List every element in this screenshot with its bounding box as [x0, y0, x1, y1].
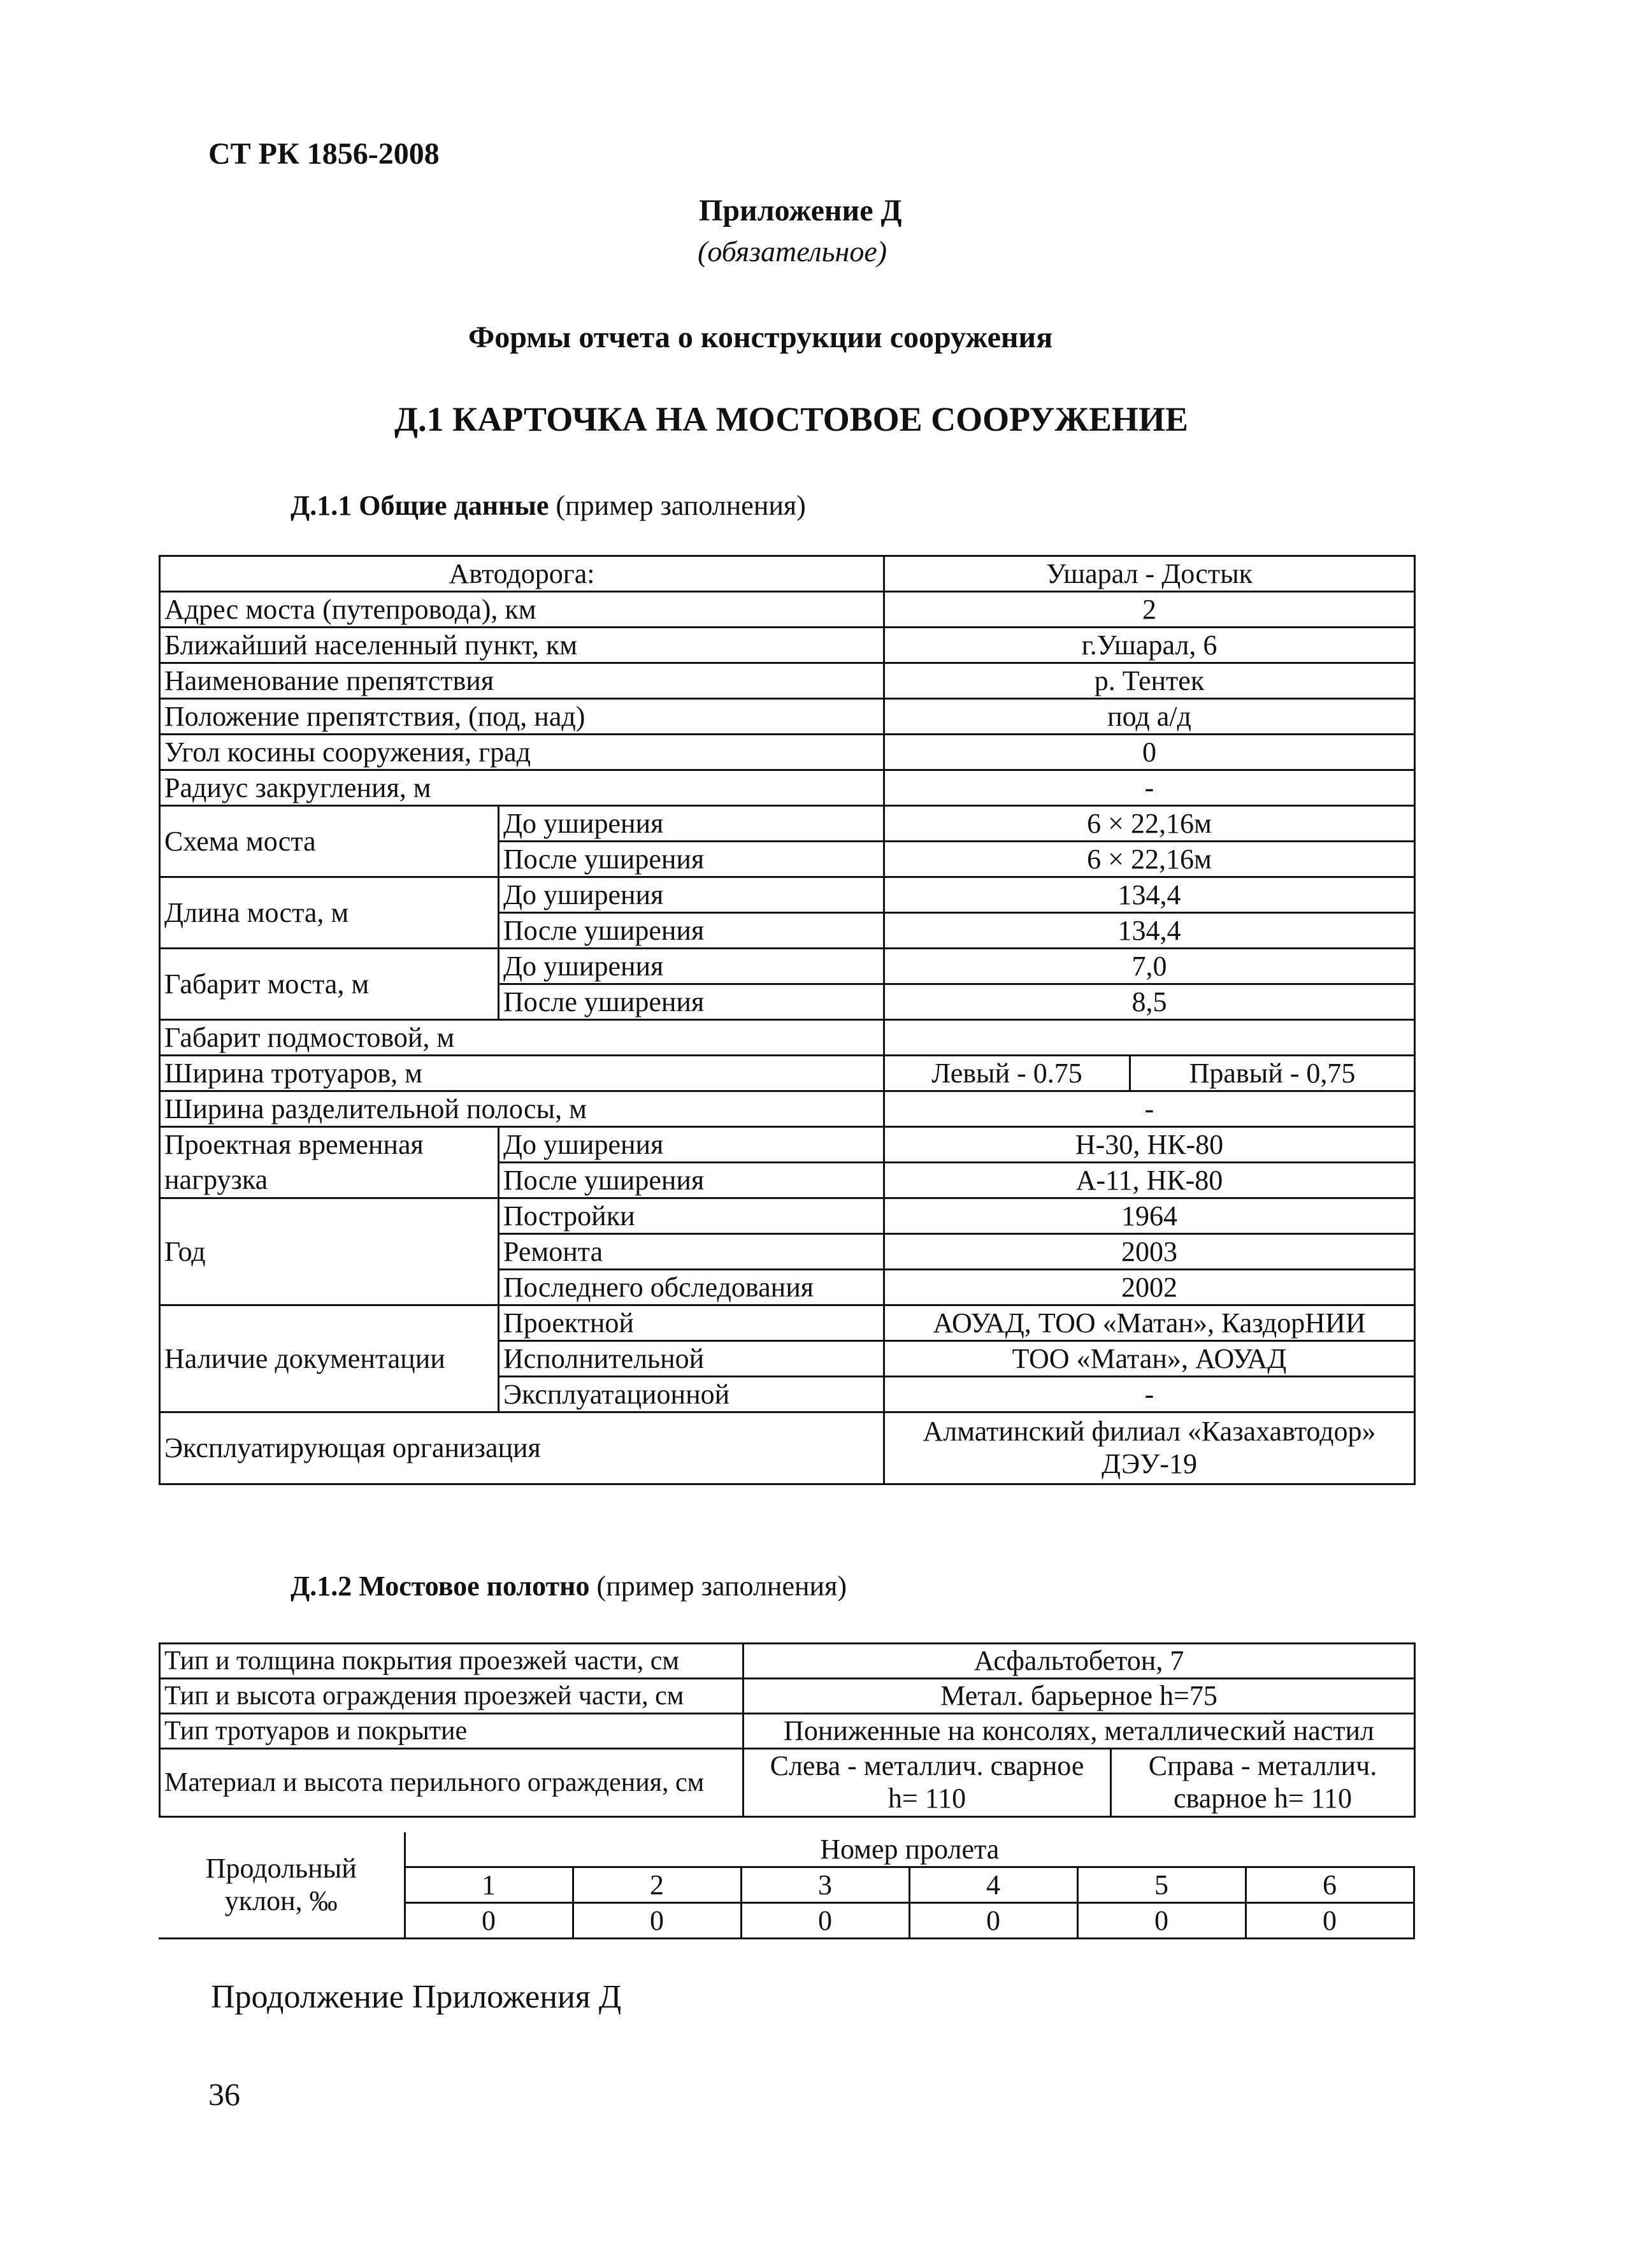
table-row: [160, 770, 1415, 806]
table-row: [160, 1091, 1415, 1127]
load-label-1: Проектная временная: [160, 1127, 499, 1163]
section2-number: Д.1.2 Мостовое полотно: [291, 1570, 590, 1602]
railing-left: [743, 1749, 1111, 1817]
length-before-value: 134,4: [884, 877, 1415, 913]
railing-left-line-2: h= 110: [887, 1783, 966, 1814]
year-survey-label: Последнего обследования: [499, 1270, 884, 1305]
general-data-table: [159, 555, 1416, 1485]
row-label: Тип и толщина покрытия проезжей части, см: [160, 1644, 743, 1679]
table-row: [160, 1163, 1415, 1198]
year-survey-value: 2002: [884, 1270, 1415, 1305]
slope-value: 0: [573, 1903, 741, 1939]
gabarit-before-value: 7,0: [884, 949, 1415, 984]
scheme-after-label: После уширения: [499, 842, 884, 877]
row-label: Тип и высота ограждения проезжей части, см: [160, 1679, 743, 1714]
slope-value: 0: [909, 1903, 1077, 1939]
row-label: Радиус закругления, м: [160, 770, 884, 806]
load-after-value: А-11, НК-80: [884, 1163, 1415, 1198]
section1-number: Д.1.1 Общие данные: [291, 490, 549, 521]
bridge-deck-table: [159, 1642, 1416, 1818]
slope-value: 0: [405, 1903, 573, 1939]
row-value: под а/д: [884, 699, 1415, 735]
table-row: [160, 1127, 1415, 1163]
railing-label: Материал и высота перильного ограждения, см: [160, 1749, 743, 1817]
row-value: р. Тентек: [884, 663, 1415, 699]
road-value: Ушарал - Достык: [884, 556, 1415, 592]
docs-exec-value: ТОО «Матан», АОУАД: [884, 1341, 1415, 1377]
slope-value: 0: [1077, 1903, 1246, 1939]
year-label: Год: [160, 1198, 499, 1305]
table-row: [160, 1198, 1415, 1234]
load-after-label: После уширения: [499, 1163, 884, 1198]
span-header: Номер пролета: [405, 1832, 1414, 1867]
row-value: 2: [884, 592, 1415, 628]
table-row: [160, 1020, 1415, 1056]
span-number: 3: [741, 1867, 909, 1903]
load-before-label: До уширения: [499, 1127, 884, 1163]
divider-value: -: [884, 1091, 1415, 1127]
operator-label: Эксплуатирующая организация: [160, 1412, 884, 1484]
slope-table: [159, 1832, 1415, 1939]
continuation-note: Продолжение Приложения Д: [211, 1979, 622, 2015]
scheme-before-value: 6 × 22,16м: [884, 806, 1415, 842]
table-row: [160, 663, 1415, 699]
table-row: [160, 1749, 1415, 1817]
table-row: [160, 556, 1415, 592]
slope-label-line-2: уклон, ‰: [224, 1885, 338, 1916]
table-row: [160, 628, 1415, 663]
row-value: 0: [884, 735, 1415, 770]
gabarit-before-label: До уширения: [499, 949, 884, 984]
year-repair-label: Ремонта: [499, 1234, 884, 1270]
slope-value: 0: [741, 1903, 909, 1939]
gabarit-after-value: 8,5: [884, 984, 1415, 1020]
table-row: [160, 1056, 1415, 1091]
railing-right-line-1: Справа - металлич.: [1148, 1750, 1377, 1782]
row-label: Тип тротуаров и покрытие: [160, 1714, 743, 1749]
row-label: Наименование препятствия: [160, 663, 884, 699]
operator-value-line-2: ДЭУ-19: [1102, 1448, 1197, 1479]
load-label-2: нагрузка: [160, 1163, 499, 1198]
docs-oper-label: Эксплуатационной: [499, 1377, 884, 1412]
gabarit-label: Габарит моста, м: [160, 949, 499, 1020]
under-gabarit-value: [884, 1020, 1415, 1056]
row-value: -: [884, 770, 1415, 806]
table-row: [160, 735, 1415, 770]
table-row: [159, 1832, 1414, 1867]
table-row: [160, 949, 1415, 984]
table-row: [160, 699, 1415, 735]
sidewalks-label: Ширина тротуаров, м: [160, 1056, 884, 1091]
year-built-label: Постройки: [499, 1198, 884, 1234]
docs-project-label: Проектной: [499, 1305, 884, 1341]
docs-project-value: АОУАД, ТОО «Матан», КаздорНИИ: [884, 1305, 1415, 1341]
row-value: г.Ушарал, 6: [884, 628, 1415, 663]
row-label: Ближайший населенный пункт, км: [160, 628, 884, 663]
divider-label: Ширина разделительной полосы, м: [160, 1091, 884, 1127]
table-row: [160, 806, 1415, 842]
table-row: [160, 1679, 1415, 1714]
span-number: 4: [909, 1867, 1077, 1903]
docs-label: Наличие документации: [160, 1305, 499, 1412]
table-row: [160, 1305, 1415, 1341]
length-after-label: После уширения: [499, 913, 884, 949]
table-row: [160, 877, 1415, 913]
table-row: [160, 1644, 1415, 1679]
length-label: Длина моста, м: [160, 877, 499, 949]
standard-code: СТ РК 1856-2008: [208, 137, 440, 171]
railing-right: [1111, 1749, 1415, 1817]
page-number: 36: [208, 2076, 240, 2112]
slope-value: 0: [1246, 1903, 1414, 1939]
railing-left-line-1: Слева - металлич. сварное: [770, 1750, 1084, 1782]
span-number: 6: [1246, 1867, 1414, 1903]
scheme-label: Схема моста: [160, 806, 499, 877]
span-number: 5: [1077, 1867, 1246, 1903]
gabarit-after-label: После уширения: [499, 984, 884, 1020]
slope-label: [159, 1832, 405, 1939]
span-number: 1: [405, 1867, 573, 1903]
row-value: Асфальтобетон, 7: [743, 1644, 1415, 1679]
row-value: Метал. барьерное h=75: [743, 1679, 1415, 1714]
year-built-value: 1964: [884, 1198, 1415, 1234]
section2-note: (пример заполнения): [589, 1570, 847, 1602]
length-after-value: 134,4: [884, 913, 1415, 949]
sidewalk-left: Левый - 0.75: [884, 1056, 1130, 1091]
row-label: Адрес моста (путепровода), км: [160, 592, 884, 628]
appendix-title: Приложение Д: [699, 194, 902, 227]
under-gabarit-label: Габарит подмостовой, м: [160, 1020, 884, 1056]
row-value: Пониженные на консолях, металлический настил: [743, 1714, 1415, 1749]
docs-exec-label: Исполнительной: [499, 1341, 884, 1377]
railing-right-line-2: сварное h= 110: [1173, 1783, 1353, 1814]
slope-label-line-1: Продольный: [205, 1852, 357, 1884]
scheme-before-label: До уширения: [499, 806, 884, 842]
table-row: [160, 1714, 1415, 1749]
section1-heading: [291, 489, 806, 522]
card-title: Д.1 КАРТОЧКА НА МОСТОВОЕ СООРУЖЕНИЕ: [394, 400, 1188, 438]
year-repair-value: 2003: [884, 1234, 1415, 1270]
load-before-value: Н-30, НК-80: [884, 1127, 1415, 1163]
section2-heading: [291, 1570, 847, 1602]
table-row: [160, 592, 1415, 628]
operator-value-line-1: Алматинский филиал «Казахавтодор»: [923, 1416, 1376, 1448]
forms-title: Формы отчета о конструкции сооружения: [468, 320, 1053, 354]
appendix-status: (обязательное): [698, 235, 887, 268]
sidewalk-right: Правый - 0,75: [1130, 1056, 1415, 1091]
scheme-after-value: 6 × 22,16м: [884, 842, 1415, 877]
length-before-label: До уширения: [499, 877, 884, 913]
docs-oper-value: -: [884, 1377, 1415, 1412]
operator-value: [884, 1412, 1415, 1484]
row-label: Угол косины сооружения, град: [160, 735, 884, 770]
span-number: 2: [573, 1867, 741, 1903]
table-row: [160, 1412, 1415, 1484]
row-label: Положение препятствия, (под, над): [160, 699, 884, 735]
section1-note: (пример заполнения): [549, 490, 806, 521]
road-label: Автодорога:: [160, 556, 884, 592]
